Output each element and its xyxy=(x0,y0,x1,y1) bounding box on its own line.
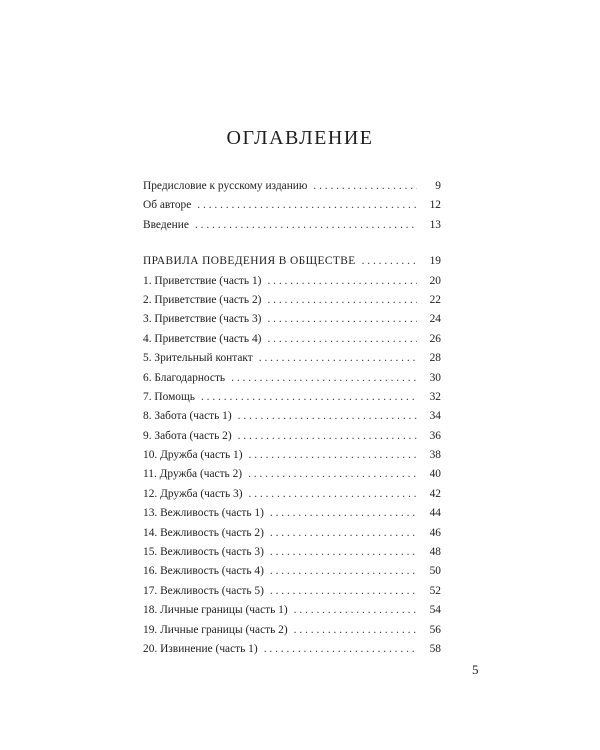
dot-leader xyxy=(270,582,417,601)
chapter-list xyxy=(143,272,441,660)
section-gap xyxy=(143,235,441,252)
toc-entry-label: 7. Помощь xyxy=(143,390,195,403)
toc-entry-page: 12 xyxy=(429,199,441,212)
toc-entry-label: 11. Дружба (часть 2) xyxy=(143,468,243,481)
toc-entry-label: 19. Личные границы (часть 2) xyxy=(143,623,288,636)
toc-entry-label: Введение xyxy=(143,218,189,231)
toc-entry xyxy=(143,177,441,196)
toc-entry-label: 4. Приветствие (часть 4) xyxy=(143,332,262,345)
toc-entry-label: 13. Вежливость (часть 1) xyxy=(143,507,264,520)
toc-entry-page: 44 xyxy=(429,507,441,520)
toc-entry xyxy=(143,272,441,291)
dot-leader xyxy=(249,446,417,465)
dot-leader xyxy=(197,196,417,215)
section-page: 19 xyxy=(429,255,441,268)
dot-leader xyxy=(249,485,417,504)
page-title: ОГЛАВЛЕНИЕ xyxy=(226,127,374,149)
dot-leader xyxy=(270,504,417,523)
toc-entry-page: 30 xyxy=(429,371,441,384)
toc-entry xyxy=(143,330,441,349)
toc-entry-page: 54 xyxy=(429,604,441,617)
toc-entry xyxy=(143,349,441,368)
toc-entry xyxy=(143,562,441,581)
toc-entry xyxy=(143,582,441,601)
dot-leader xyxy=(238,427,417,446)
toc-entry xyxy=(143,196,441,215)
toc-entry-label: 20. Извинение (часть 1) xyxy=(143,642,258,655)
toc-entry-page: 28 xyxy=(429,352,441,365)
toc-entry xyxy=(143,601,441,620)
toc-entry-page: 40 xyxy=(429,468,441,481)
toc-entry xyxy=(143,446,441,465)
toc-entry xyxy=(143,407,441,426)
dot-leader xyxy=(270,524,417,543)
table-of-contents xyxy=(143,177,441,659)
toc-entry xyxy=(143,388,441,407)
toc-entry-page: 32 xyxy=(429,390,441,403)
toc-entry-label: 18. Личные границы (часть 1) xyxy=(143,604,288,617)
toc-entry xyxy=(143,310,441,329)
toc-entry-page: 50 xyxy=(429,565,441,578)
toc-entry-label: 2. Приветствие (часть 2) xyxy=(143,293,262,306)
toc-entry xyxy=(143,485,441,504)
dot-leader xyxy=(195,216,417,235)
dot-leader xyxy=(201,388,417,407)
toc-entry-page: 52 xyxy=(429,584,441,597)
dot-leader xyxy=(267,272,417,291)
toc-entry-page: 36 xyxy=(429,429,441,442)
toc-entry-page: 22 xyxy=(429,293,441,306)
toc-entry-page: 42 xyxy=(429,487,441,500)
toc-entry-page: 48 xyxy=(429,546,441,559)
page-number: 5 xyxy=(472,662,479,677)
toc-section-heading xyxy=(143,252,441,271)
toc-entry-page: 46 xyxy=(429,526,441,539)
toc-entry xyxy=(143,216,441,235)
toc-entry-page: 9 xyxy=(435,180,441,192)
toc-entry-label: 15. Вежливость (часть 3) xyxy=(143,546,264,559)
toc-entry-page: 58 xyxy=(429,642,441,655)
dot-leader xyxy=(259,349,417,368)
toc-entry-label: 3. Приветствие (часть 3) xyxy=(143,313,262,326)
dot-leader xyxy=(362,252,417,271)
toc-entry-label: Предисловие к русскому изданию xyxy=(143,180,308,192)
toc-entry xyxy=(143,524,441,543)
toc-entry xyxy=(143,621,441,640)
dot-leader xyxy=(267,291,417,310)
toc-entry-label: 17. Вежливость (часть 5) xyxy=(143,584,264,597)
toc-entry xyxy=(143,543,441,562)
toc-entry-page: 13 xyxy=(429,218,441,231)
toc-entry-label: 5. Зрительный контакт xyxy=(143,352,253,365)
toc-entry-label: 14. Вежливость (часть 2) xyxy=(143,526,264,539)
dot-leader xyxy=(231,369,417,388)
toc-entry xyxy=(143,465,441,484)
dot-leader xyxy=(313,177,417,196)
toc-entry xyxy=(143,369,441,388)
toc-entry-label: 16. Вежливость (часть 4) xyxy=(143,565,264,578)
dot-leader xyxy=(248,465,417,484)
toc-entry-label: 6. Благодарность xyxy=(143,371,226,384)
dot-leader xyxy=(294,621,417,640)
dot-leader xyxy=(264,640,417,659)
toc-entry xyxy=(143,427,441,446)
toc-entry-label: Об авторе xyxy=(143,199,192,212)
dot-leader xyxy=(294,601,417,620)
dot-leader xyxy=(238,407,417,426)
section-label: ПРАВИЛА ПОВЕДЕНИЯ В ОБЩЕСТВЕ xyxy=(143,255,356,268)
toc-entry-label: 1. Приветствие (часть 1) xyxy=(143,274,262,287)
toc-entry-page: 26 xyxy=(429,332,441,345)
dot-leader xyxy=(267,330,417,349)
toc-entry-page: 24 xyxy=(429,313,441,326)
toc-entry-page: 56 xyxy=(429,623,441,636)
toc-entry xyxy=(143,504,441,523)
toc-entry-label: 12. Дружба (часть 3) xyxy=(143,487,243,500)
toc-entry-label: 9. Забота (часть 2) xyxy=(143,429,232,442)
toc-entry-label: 10. Дружба (часть 1) xyxy=(143,449,243,462)
toc-entry-page: 20 xyxy=(429,274,441,287)
toc-entry-page: 34 xyxy=(429,410,441,423)
toc-entry-page: 38 xyxy=(429,449,441,462)
dot-leader xyxy=(267,310,417,329)
toc-entry-label: 8. Забота (часть 1) xyxy=(143,410,232,423)
toc-entry xyxy=(143,640,441,659)
dot-leader xyxy=(270,562,417,581)
toc-entry xyxy=(143,291,441,310)
dot-leader xyxy=(270,543,417,562)
